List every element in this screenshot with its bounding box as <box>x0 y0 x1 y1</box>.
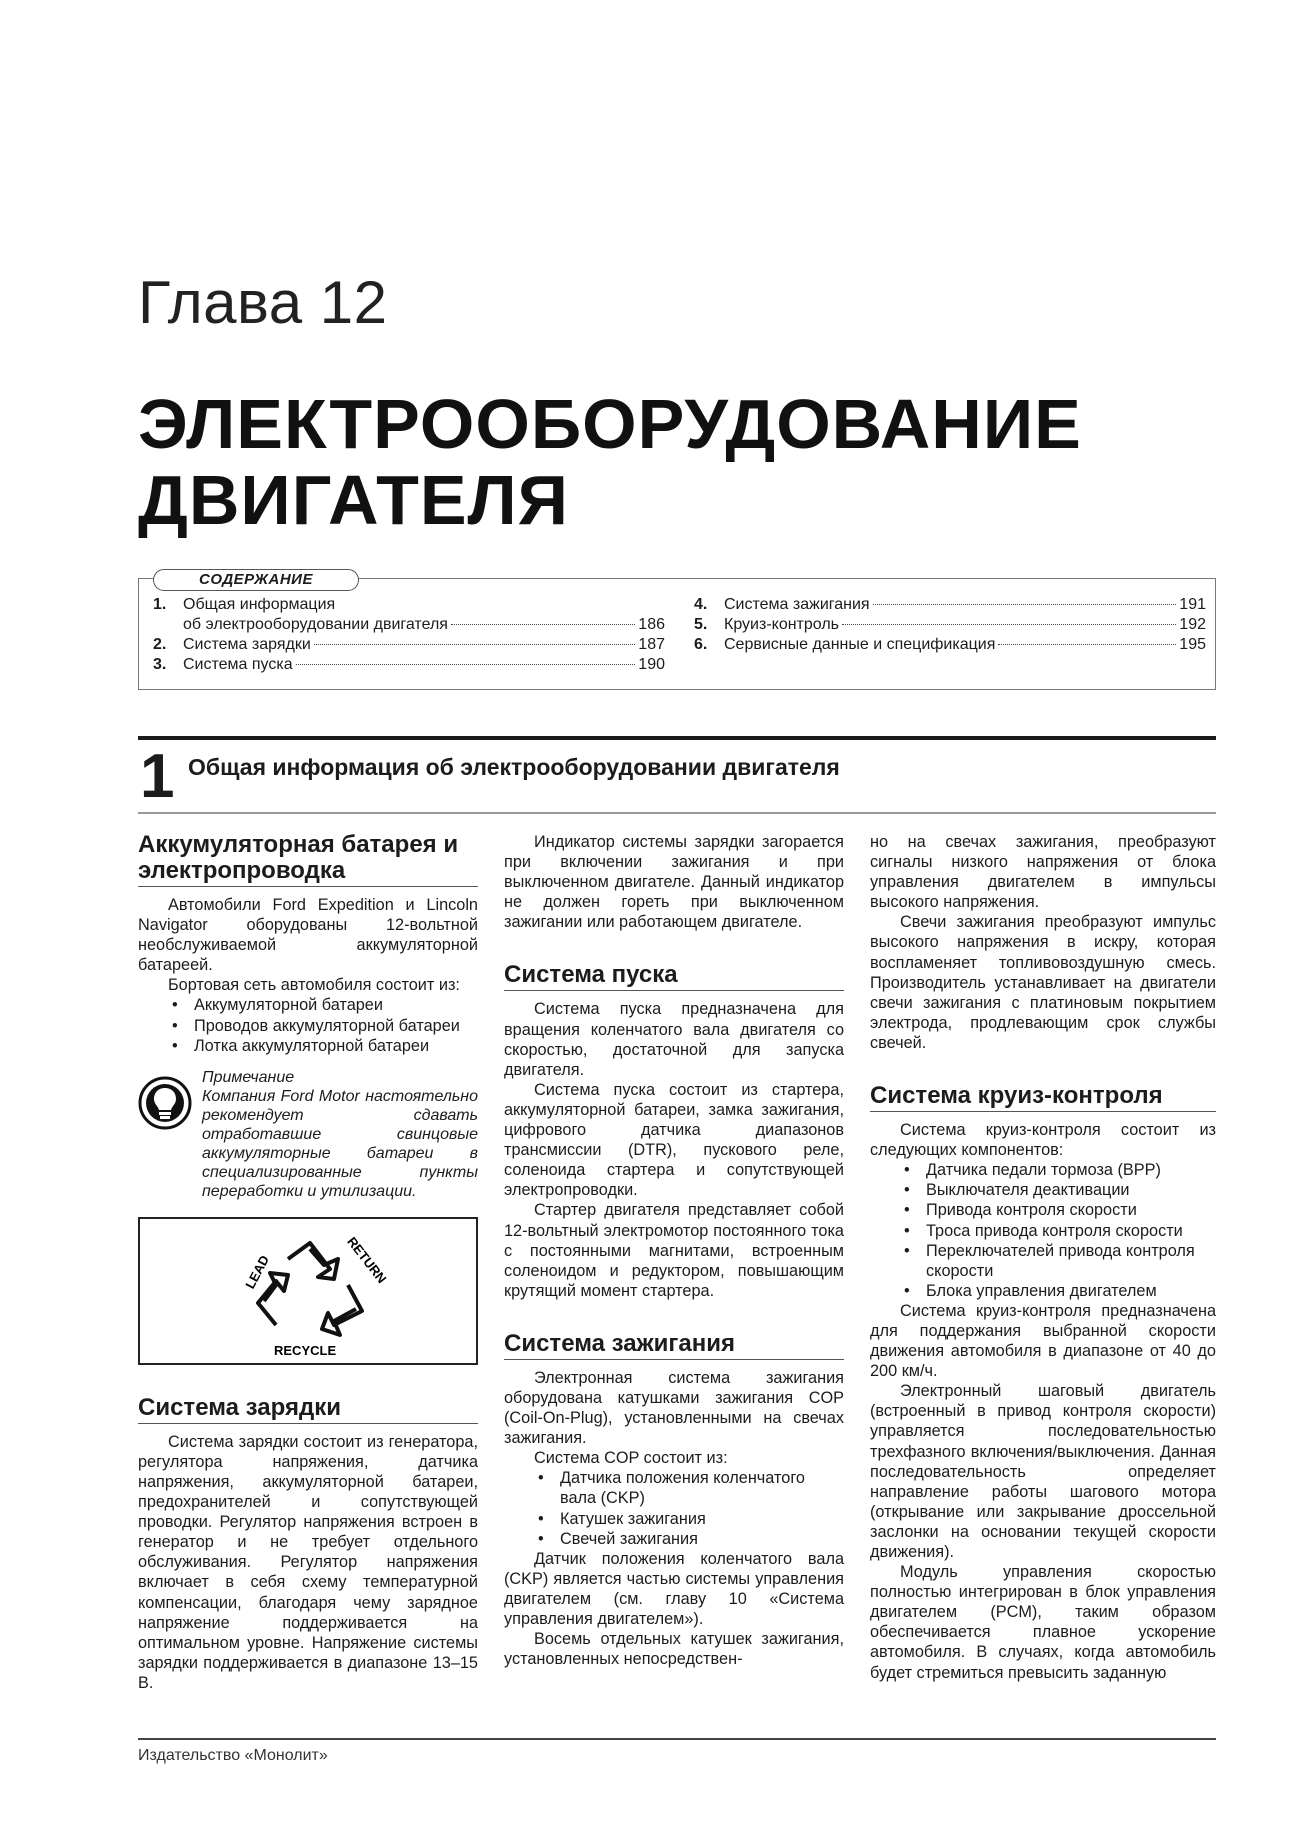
toc-page-number: 192 <box>1179 616 1206 633</box>
text-column-2 <box>504 832 844 1669</box>
toc-label: об электрооборудовании двигателя <box>183 616 448 633</box>
list-item: • Переключателей привода контроля скорости <box>870 1241 1216 1281</box>
heading-starting: Система пуска <box>504 962 844 991</box>
list-item: • Блока управления двигателем <box>870 1281 1216 1301</box>
list-item: • Датчика педали тормоза (BPP) <box>870 1160 1216 1180</box>
recycle-lead-label: LEAD <box>242 1252 273 1291</box>
toc-leader-dots <box>296 664 636 665</box>
toc-page-number: 191 <box>1179 596 1206 613</box>
cruise-list <box>870 1160 1216 1301</box>
list-item: • Привода контроля скорости <box>870 1200 1216 1220</box>
toc-leader-dots <box>314 644 636 645</box>
battery-list <box>138 995 478 1055</box>
toc-number: 5. <box>694 616 708 633</box>
chapter-title-line-2: ДВИГАТЕЛЯ <box>138 461 569 539</box>
text-column-1 <box>138 832 478 1693</box>
toc-leader-dots <box>873 604 1177 605</box>
note-label: Примечание <box>202 1068 295 1086</box>
note-text: Компания Ford Motor настоятельно рекомендует сдавать отработавшие свинцовые аккумуляторные батареи в специализированные пункты переработки и утилизации. <box>202 1087 478 1200</box>
toc-page-number: 195 <box>1179 636 1206 653</box>
paragraph: Датчик положения коленчатого вала (CKP) является частью системы управления двигателем (см. главу 10 «Система управления двигателем»). <box>504 1549 844 1628</box>
toc-label: Сервисные данные и спецификация <box>724 636 996 653</box>
section-number: 1 <box>140 742 175 811</box>
heading-battery: Аккумуляторная батарея и электропроводка <box>138 832 478 887</box>
toc-item-2[interactable] <box>153 635 665 655</box>
list-item: • Катушек зажигания <box>504 1509 844 1529</box>
toc-item-6[interactable] <box>694 635 1206 655</box>
recycle-recycle-label: RECYCLE <box>274 1342 337 1358</box>
heading-charging: Система зарядки <box>138 1395 478 1424</box>
toc-number: 1. <box>153 596 167 613</box>
toc-item-1-cont[interactable] <box>153 615 665 635</box>
toc-item-4[interactable] <box>694 595 1206 615</box>
heading-ignition: Система зажигания <box>504 1331 844 1360</box>
paragraph: Система круиз-контроля состоит из следующих компонентов: <box>870 1121 1216 1160</box>
paragraph: Автомобили Ford Expedition и Lincoln Navigator оборудованы 12-вольтной необслуживаемой аккумуляторной батареей. <box>138 896 478 975</box>
text-column-3 <box>870 832 1216 1683</box>
toc-left-column <box>153 595 665 675</box>
toc-page-number: 187 <box>638 636 665 653</box>
toc-page-number: 186 <box>638 616 665 633</box>
list-item: • Выключателя деактивации <box>870 1180 1216 1200</box>
ignition-list <box>504 1468 844 1548</box>
table-of-contents <box>138 571 1216 690</box>
toc-number: 3. <box>153 656 167 673</box>
toc-page-number: 190 <box>638 656 665 673</box>
note-block <box>138 1068 478 1201</box>
section-title: Общая информация об электрооборудовании двигателя <box>188 754 840 780</box>
list-item: • Лотка аккумуляторной батареи <box>138 1036 478 1056</box>
chapter-title <box>138 386 1082 538</box>
toc-number: 2. <box>153 636 167 653</box>
recycle-return-label: RETURN <box>344 1233 390 1286</box>
toc-leader-dots <box>451 624 635 625</box>
toc-item-1[interactable] <box>153 595 665 615</box>
recycle-icon <box>230 1229 390 1359</box>
paragraph: Модуль управления скоростью полностью интегрирован в блок управления двигателем (PCM), таким образом обеспечивается плавное ускорение автомобиля. В случаях, когда автомобиль будет стремиться превысить заданную <box>870 1563 1216 1682</box>
toc-label: Круиз-контроль <box>724 616 839 633</box>
paragraph: Система круиз-контроля предназначена для поддержания выбранной скорости движения автомобиля в диапазоне от 40 до 200 км/ч. <box>870 1301 1216 1381</box>
list-item: • Аккумуляторной батареи <box>138 995 478 1015</box>
paragraph: Система пуска предназначена для вращения коленчатого вала двигателя со скоростью, достаточной для запуска двигателя. <box>504 1000 844 1079</box>
heading-cruise-control: Система круиз-контроля <box>870 1083 1216 1112</box>
toc-label: Система зажигания <box>724 596 870 613</box>
toc-number: 6. <box>694 636 708 653</box>
paragraph: Система зарядки состоит из генератора, регулятора напряжения, датчика напряжения, аккумуляторной батареи, предохранителей и сопутствующей проводки. Регулятор напряжения встроен в генератор и не требует отдельного обслуживания. Регулятор напряжения включает в себя схему температурной компенсации, благодаря чему зарядное напряжение поддерживается на оптимальном уровне. Напряжение системы зарядки поддерживается в диапазоне 13–15 В. <box>138 1432 478 1692</box>
section-bottom-rule <box>138 812 1216 814</box>
list-item: • Датчика положения коленчатого вала (CKP) <box>504 1468 844 1508</box>
toc-label: Общая информация <box>183 596 336 613</box>
paragraph: Свечи зажигания преобразуют импульс высокого напряжения в искру, которая воспламеняет топливовоздушную смесь. Производитель устанавливает на двигатели свечи зажигания с платиновым покрытием электрода, продлевающим срок службы свечей. <box>870 913 1216 1052</box>
chapter-label: Глава 12 <box>138 269 388 336</box>
recycle-logo-box <box>138 1217 478 1365</box>
publisher-footer: Издательство «Монолит» <box>138 1747 328 1764</box>
lightbulb-icon <box>138 1076 192 1130</box>
paragraph: Электронный шаговый двигатель (встроенный в привод контроля скорости) управляется последовательностью трехфазного включения/выключения. Данная последовательность определяет направление работы шагового мотора (открывание или закрывание дроссельной заслонки на основании текущей скорости движения). <box>870 1382 1216 1561</box>
toc-leader-dots <box>998 644 1176 645</box>
paragraph: Электронная система зажигания оборудована катушками зажигания COP (Coil-On-Plug), установленными на свечах зажигания. <box>504 1368 844 1448</box>
section-top-rule <box>138 736 1216 740</box>
list-item: • Троса привода контроля скорости <box>870 1221 1216 1241</box>
toc-right-column <box>694 595 1206 655</box>
chapter-title-line-1: ЭЛЕКТРООБОРУДОВАНИЕ <box>138 385 1082 463</box>
footer-rule <box>138 1738 1216 1740</box>
paragraph: Система COP состоит из: <box>534 1449 728 1468</box>
toc-leader-dots <box>842 624 1176 625</box>
toc-item-5[interactable] <box>694 615 1206 635</box>
list-item: • Свечей зажигания <box>504 1529 844 1549</box>
paragraph: Система пуска состоит из стартера, аккумуляторной батареи, замка зажигания, цифрового датчика диапазонов трансмиссии (DTR), пускового реле, соленоида стартера и сопутствующей электропроводки. <box>504 1080 844 1200</box>
paragraph: но на свечах зажигания, преобразуют сигналы низкого напряжения от блока управления двигателем в импульсы высокого напряжения. <box>870 833 1216 912</box>
toc-label: Система зарядки <box>183 636 311 653</box>
toc-heading: СОДЕРЖАНИЕ <box>153 569 359 591</box>
paragraph: Стартер двигателя представляет собой 12-вольтный электромотор постоянного тока с постоянными магнитами, встроенным соленоидом и редуктором, повышающим крутящий момент стартера. <box>504 1201 844 1300</box>
list-item: • Проводов аккумуляторной батареи <box>138 1016 478 1036</box>
toc-label: Система пуска <box>183 656 293 673</box>
toc-item-3[interactable] <box>153 655 665 675</box>
paragraph: Бортовая сеть автомобиля состоит из: <box>168 976 460 995</box>
paragraph: Восемь отдельных катушек зажигания, установленных непосредствен- <box>504 1630 844 1669</box>
paragraph: Индикатор системы зарядки загорается при включении зажигания и при выключенном двигателе. Данный индикатор не должен гореть при выключенном зажигании или работающем двигателе. <box>504 833 844 932</box>
toc-number: 4. <box>694 596 708 613</box>
